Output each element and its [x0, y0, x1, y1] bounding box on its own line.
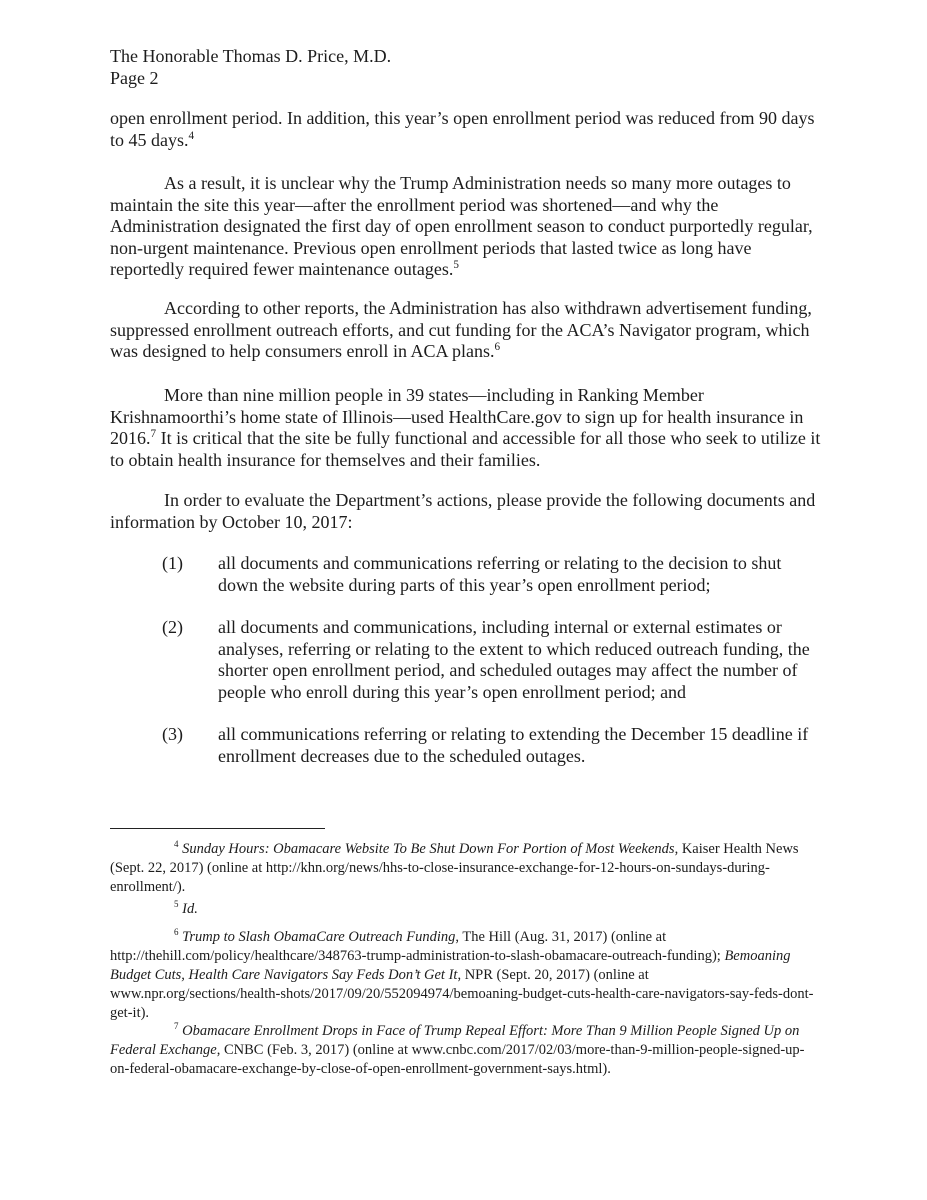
footnote-title-2: Bemoaning Budget Cuts, Health Care Navigators Say Feds Don’t Get It: [110, 948, 791, 983]
request-text: all communications referring or relating to extending the December 15 deadline if enrollment decreases due to the scheduled outages.: [218, 724, 809, 766]
paragraph-text: As a result, it is unclear why the Trump Administration needs so many more outages to maintain the site this year—after the enrollment period was shortened—and why the Administration designated the first day of open enrollment season to conduct purportedly regular, non-urgent maintenance. Previous open enrollment periods that lasted twice as long have reportedly required fewer maintenance outages.: [110, 173, 813, 279]
footnote-text-1: , The Hill (Aug. 31, 2017) (online at http://thehill.com/policy/healthcare/348763-trump-administration-to-slash-obamacare-outreach-funding);: [110, 929, 725, 964]
footnote-number: 5: [174, 899, 179, 910]
paragraph-outreach: [110, 298, 822, 363]
footnote-title-1: Trump to Slash ObamaCare Outreach Funding: [182, 929, 456, 945]
footnote-4: [110, 840, 822, 897]
paragraph-text: According to other reports, the Administration has also withdrawn advertisement funding, suppressed enrollment outreach efforts, and cut funding for the ACA’s Navigator program, which was designed to help consumers enroll in ACA plans.: [110, 298, 812, 361]
footnote-5: [110, 900, 822, 919]
request-text: all documents and communications referring or relating to the decision to shut down the website during parts of this year’s open enrollment period;: [218, 553, 782, 595]
footnote-title: Sunday Hours: Obamacare Website To Be Shut Down For Portion of Most Weekends: [182, 841, 675, 857]
footnote-number: 7: [174, 1021, 179, 1032]
letter-header: [110, 45, 391, 89]
footnote-text: , Kaiser Health News (Sept. 22, 2017) (online at http://khn.org/news/hhs-to-close-insurance-exchange-for-12-hours-on-sundays-during-enrollment/).: [110, 841, 799, 895]
footnote-ref-5: 5: [453, 259, 459, 271]
footnote-number: 4: [174, 839, 179, 850]
footnote-6: [110, 928, 822, 1023]
paragraph-text: In order to evaluate the Department’s actions, please provide the following documents and information by October 10, 2017:: [110, 490, 816, 532]
paragraph-nine-million: [110, 385, 822, 471]
addressee-line: The Honorable Thomas D. Price, M.D.: [110, 46, 392, 66]
paragraph-text-b: It is critical that the site be fully functional and accessible for all those who seek to utilize it to obtain health insurance for themselves and their families.: [110, 428, 821, 470]
paragraph-outages: [110, 173, 822, 281]
footnote-title: Id.: [182, 901, 198, 917]
footnote-divider: [110, 828, 325, 829]
footnote-ref-4: 4: [188, 129, 195, 142]
footnote-number: 6: [174, 927, 179, 938]
request-text: all documents and communications, including internal or external estimates or analyses, referring or relating to the extent to which reduced outreach funding, the shorter open enrollment period, and scheduled outages may affect the number of people who enroll during this year’s open enrollment period; and: [218, 617, 810, 702]
page-number: Page 2: [110, 68, 159, 88]
footnote-7: [110, 1022, 822, 1079]
footnote-text-2: , NPR (Sept. 20, 2017) (online at www.npr.org/sections/health-shots/2017/09/20/552094974/bemoaning-budget-cuts-health-care-navigators-say-feds-dont-get-it).: [110, 967, 814, 1021]
paragraph-text-a: More than nine million people in 39 states—including in Ranking Member Krishnamoorthi’s home state of Illinois—used HealthCare.gov to sign up for health insurance in 2016.: [110, 385, 804, 448]
request-number: (3): [162, 724, 183, 744]
paragraph-enrollment-period: [110, 108, 822, 151]
footnote-title: Obamacare Enrollment Drops in Face of Trump Repeal Effort: More Than 9 Million People Signed Up on Federal Exchange: [110, 1023, 800, 1058]
footnote-text: , CNBC (Feb. 3, 2017) (online at www.cnbc.com/2017/02/03/more-than-9-million-people-signed-up-on-federal-obamacare-exchange-by-close-of-open-enrollment-government-says.html).: [110, 1042, 805, 1077]
request-number: (2): [162, 617, 183, 637]
request-number: (1): [162, 553, 183, 573]
paragraph-request-intro: [110, 490, 822, 533]
footnote-ref-6: 6: [494, 341, 501, 353]
footnote-ref-7: 7: [150, 428, 157, 440]
paragraph-text: open enrollment period. In addition, this year’s open enrollment period was reduced from 90 days to 45 days.: [110, 108, 815, 150]
